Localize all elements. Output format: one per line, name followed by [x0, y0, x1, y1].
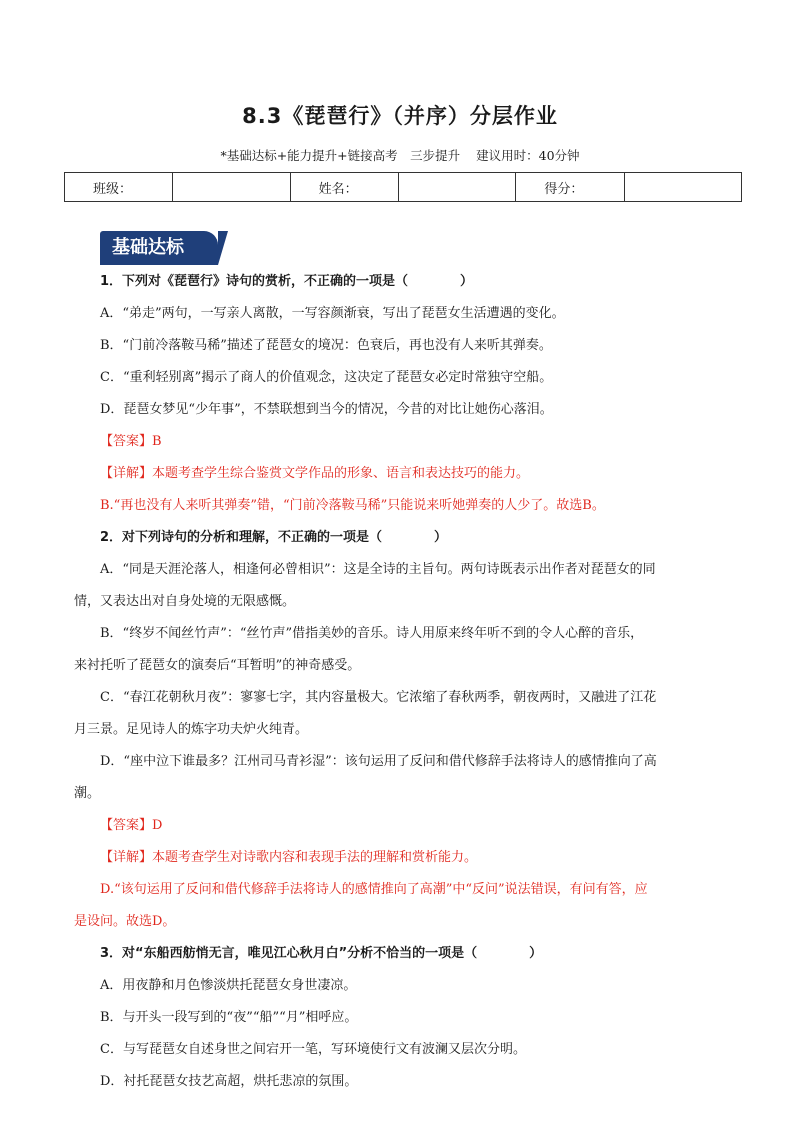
section-heading: 基础达标 [100, 231, 218, 265]
question-2-option-b [74, 624, 728, 676]
question-2-detail: 【详解】本题考查学生对诗歌内容和表现手法的理解和赏析能力。 [100, 850, 478, 865]
subtitle-time: 建议用时：40分钟 [476, 148, 580, 163]
question-3-option-c: C．与写琵琶女自述身世之间宕开一笔，写环境使行文有波澜又层次分明。 [100, 1042, 526, 1057]
class-field[interactable] [173, 173, 290, 202]
score-label: 得分： [516, 173, 624, 202]
question-3-option-b: B．与开头一段写到的“夜”“船”“月”相呼应。 [100, 1010, 358, 1025]
question-3-option-d: D．衬托琵琶女技艺高超，烘托悲凉的氛围。 [100, 1074, 358, 1089]
question-2-option-a [74, 560, 728, 612]
question-2-option-d-line-1: D．“座中泣下谁最多？江州司马青衫湿”：该句运用了反问和借代修辞手法将诗人的感情推向了高 [100, 754, 657, 769]
question-2-option-c-line-2: 月三景。足见诗人的炼字功夫炉火纯青。 [74, 722, 309, 737]
question-3-option-a: A．用夜静和月色惨淡烘托琵琶女身世凄凉。 [100, 978, 357, 993]
question-2-option-b-line-1: B．“终岁不闻丝竹声”：“丝竹声”借指美妙的音乐。诗人用原来终年听不到的令人心醉的音乐， [100, 626, 644, 641]
question-1-option-c: C．“重利轻别离”揭示了商人的价值观念，这决定了琵琶女必定时常独守空船。 [100, 370, 553, 385]
question-2-explanation-line-1: D.“该句运用了反问和借代修辞手法将诗人的感情推向了高潮”中“反问”说法错误，有问有答，应 [100, 882, 648, 897]
question-list [74, 272, 728, 1104]
question-1-option-b: B．“门前冷落鞍马稀”描述了琵琶女的境况：色衰后，再也没有人来听其弹奏。 [100, 338, 552, 353]
question-2-option-d-line-2: 潮。 [74, 786, 101, 801]
question-2-explanation-line-2: 是设问。故选D。 [74, 914, 176, 929]
question-2-answer: 【答案】D [100, 818, 163, 833]
subtitle [0, 146, 800, 164]
question-1-explanation: B.“再也没有人来听其弹奏”错，“门前冷落鞍马稀”只能说来听她弹奏的人少了。故选B。 [100, 498, 605, 513]
question-1-option-d: D．琵琶女梦见“少年事”，不禁联想到当今的情况，今昔的对比让她伤心落泪。 [100, 402, 553, 417]
score-field[interactable] [624, 173, 741, 202]
question-2-option-a-line-1: A．“同是天涯沦落人，相逢何必曾相识”：这是全诗的主旨句。两句诗既表示出作者对琵琶女的同 [100, 562, 656, 577]
page-title: 8.3《琵琶行》（并序）分层作业 [242, 104, 558, 128]
question-1-answer: 【答案】B [100, 434, 162, 449]
question-1-option-a: A．“弟走”两句，一写亲人离散，一写容颜渐衰，写出了琵琶女生活遭遇的变化。 [100, 306, 565, 321]
class-label: 班级： [65, 173, 173, 202]
name-label: 姓名： [290, 173, 398, 202]
question-2-option-a-line-2: 情，又表达出对自身处境的无限感慨。 [74, 594, 296, 609]
question-2-option-b-line-2: 来衬托听了琵琶女的演奏后“耳暂明”的神奇感受。 [74, 658, 361, 673]
name-field[interactable] [398, 173, 515, 202]
question-1-stem: 1．下列对《琵琶行》诗句的赏析，不正确的一项是（ ） [100, 274, 474, 289]
question-2-option-d [74, 752, 728, 804]
subtitle-steps: *基础达标+能力提升+链接高考 三步提升 [220, 148, 461, 163]
info-table [64, 172, 742, 202]
question-2-option-c [74, 688, 728, 740]
question-2-explanation [74, 880, 728, 932]
question-3-stem: 3．对“东船西舫悄无言，唯见江心秋月白”分析不恰当的一项是（ ） [100, 946, 543, 961]
question-2-option-c-line-1: C．“春江花朝秋月夜”：寥寥七字，其内容量极大。它浓缩了春秋两季，朝夜两时，又融进了江花 [100, 690, 657, 705]
question-1-detail: 【详解】本题考查学生综合鉴赏文学作品的形象、语言和表达技巧的能力。 [100, 466, 530, 481]
question-2-stem: 2．对下列诗句的分析和理解，不正确的一项是（ ） [100, 530, 448, 545]
